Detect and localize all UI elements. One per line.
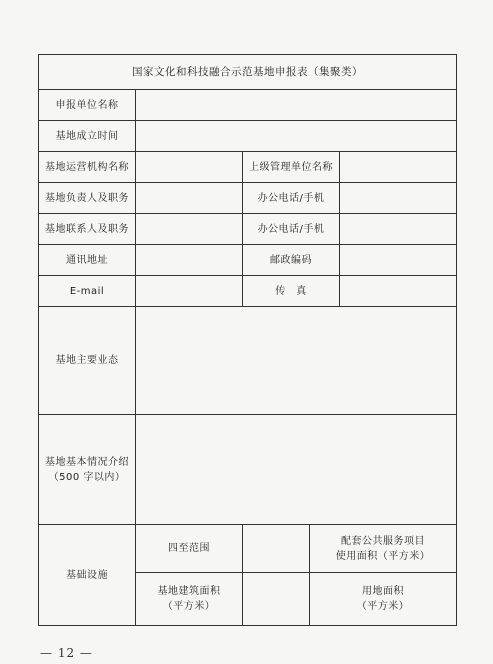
intro-label-line2: （500 字以内） bbox=[48, 471, 126, 483]
email-field[interactable] bbox=[136, 276, 243, 307]
applicant-unit-field[interactable] bbox=[136, 90, 457, 121]
fax-field[interactable] bbox=[340, 276, 457, 307]
office-phone-label-1: 办公电话/手机 bbox=[243, 183, 340, 214]
land-area-line1: 用地面积 bbox=[362, 586, 405, 597]
building-area-line2: （平方米） bbox=[162, 601, 216, 612]
applicant-unit-label: 申报单位名称 bbox=[39, 90, 136, 121]
fax-label: 传 真 bbox=[243, 276, 340, 307]
address-field[interactable] bbox=[136, 245, 243, 276]
land-area-label bbox=[310, 573, 457, 626]
land-area-line2: （平方米） bbox=[356, 601, 410, 612]
operator-name-label: 基地运营机构名称 bbox=[39, 152, 136, 183]
postal-code-field[interactable] bbox=[340, 245, 457, 276]
boundary-field[interactable] bbox=[243, 525, 310, 573]
building-area-label bbox=[136, 573, 243, 626]
infrastructure-label: 基础设施 bbox=[39, 525, 136, 626]
building-area-line1: 基地建筑面积 bbox=[157, 586, 221, 597]
office-phone-field-2[interactable] bbox=[340, 214, 457, 245]
office-phone-label-2: 办公电话/手机 bbox=[243, 214, 340, 245]
leader-title-field[interactable] bbox=[136, 183, 243, 214]
main-business-label: 基地主要业态 bbox=[39, 307, 136, 415]
public-service-area-label bbox=[310, 525, 457, 573]
postal-code-label: 邮政编码 bbox=[243, 245, 340, 276]
address-label: 通讯地址 bbox=[39, 245, 136, 276]
page-number: — 12 — bbox=[40, 646, 93, 660]
contact-title-field[interactable] bbox=[136, 214, 243, 245]
supervisor-unit-field[interactable] bbox=[340, 152, 457, 183]
email-label: E-mail bbox=[39, 276, 136, 307]
intro-field[interactable] bbox=[136, 415, 457, 525]
founded-date-label: 基地成立时间 bbox=[39, 121, 136, 152]
contact-title-label: 基地联系人及职务 bbox=[39, 214, 136, 245]
application-form-table bbox=[38, 54, 457, 626]
intro-label bbox=[39, 415, 136, 525]
office-phone-field-1[interactable] bbox=[340, 183, 457, 214]
operator-name-field[interactable] bbox=[136, 152, 243, 183]
form-title: 国家文化和科技融合示范基地申报表（集聚类） bbox=[39, 55, 457, 90]
boundary-label: 四至范围 bbox=[136, 525, 243, 573]
founded-date-field[interactable] bbox=[136, 121, 457, 152]
supervisor-unit-label: 上级管理单位名称 bbox=[243, 152, 340, 183]
public-service-area-line2: 使用面积（平方米） bbox=[335, 550, 431, 562]
main-business-field[interactable] bbox=[136, 307, 457, 415]
leader-title-label: 基地负责人及职务 bbox=[39, 183, 136, 214]
intro-label-line1: 基地基本情况介绍 bbox=[45, 456, 129, 468]
public-service-area-line1: 配套公共服务项目 bbox=[341, 535, 426, 547]
building-area-field[interactable] bbox=[243, 573, 310, 626]
